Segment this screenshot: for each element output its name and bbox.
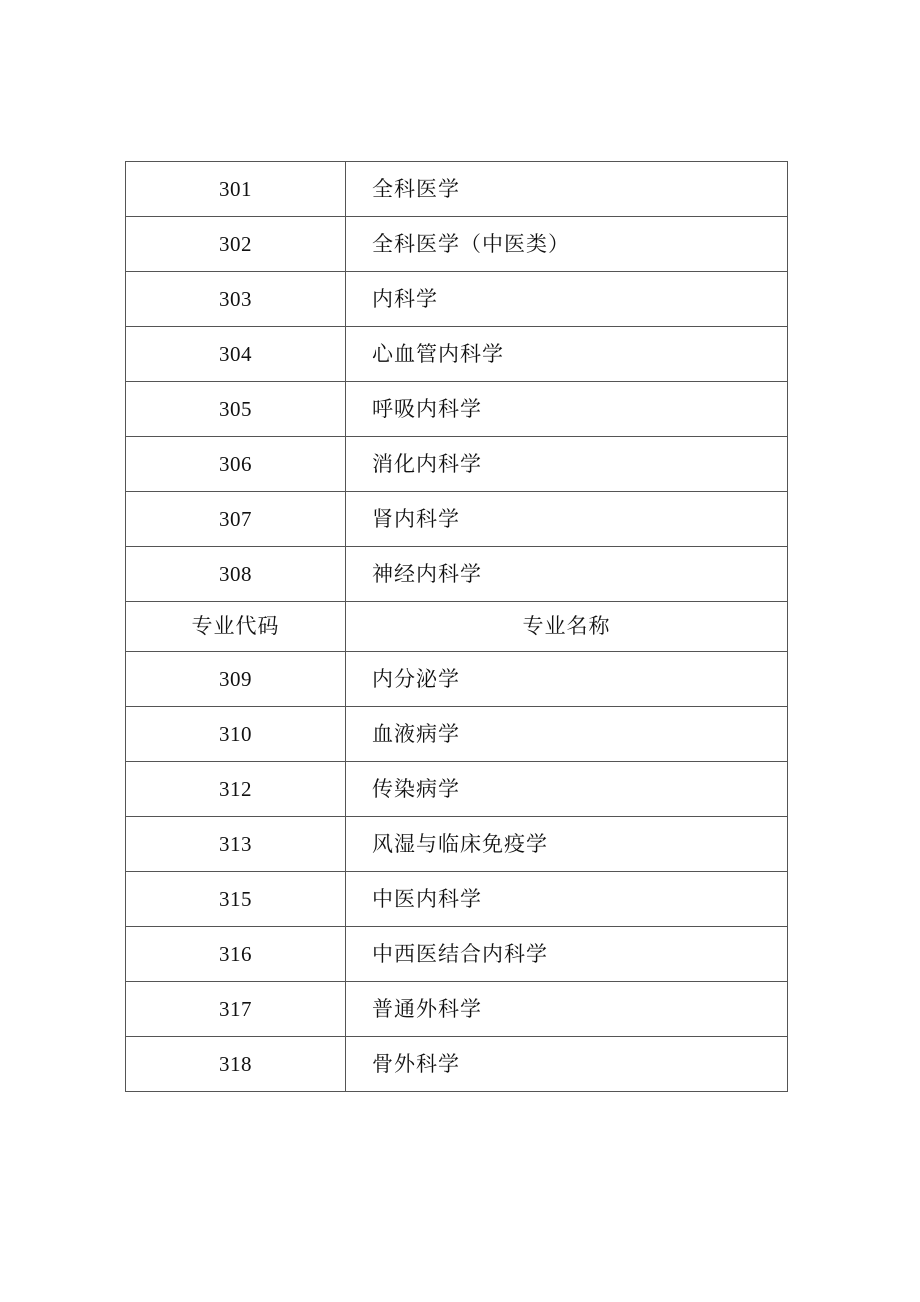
table-row	[126, 492, 788, 547]
table-row	[126, 982, 788, 1037]
specialty-name: 呼吸内科学	[346, 382, 788, 437]
specialty-code: 315	[126, 872, 346, 927]
specialty-code: 312	[126, 762, 346, 817]
table-row	[126, 162, 788, 217]
header-code: 专业代码	[126, 602, 346, 652]
specialty-name: 内分泌学	[346, 652, 788, 707]
specialty-name: 消化内科学	[346, 437, 788, 492]
specialty-code: 313	[126, 817, 346, 872]
specialty-name: 中医内科学	[346, 872, 788, 927]
specialty-code: 306	[126, 437, 346, 492]
specialty-code: 317	[126, 982, 346, 1037]
specialty-code: 307	[126, 492, 346, 547]
specialty-name: 内科学	[346, 272, 788, 327]
table-row	[126, 652, 788, 707]
specialty-code: 304	[126, 327, 346, 382]
specialty-code: 318	[126, 1037, 346, 1092]
specialty-code: 301	[126, 162, 346, 217]
specialty-name: 全科医学	[346, 162, 788, 217]
specialty-table	[125, 161, 788, 1092]
specialty-name: 传染病学	[346, 762, 788, 817]
specialty-code: 303	[126, 272, 346, 327]
table-row	[126, 382, 788, 437]
specialty-name: 血液病学	[346, 707, 788, 762]
table-header-row	[126, 602, 788, 652]
table-row	[126, 707, 788, 762]
specialty-name: 普通外科学	[346, 982, 788, 1037]
table-row	[126, 547, 788, 602]
specialty-name: 中西医结合内科学	[346, 927, 788, 982]
specialty-code: 308	[126, 547, 346, 602]
specialty-code: 309	[126, 652, 346, 707]
specialty-code: 310	[126, 707, 346, 762]
table-row	[126, 437, 788, 492]
table-row	[126, 817, 788, 872]
specialty-code: 316	[126, 927, 346, 982]
table-row	[126, 327, 788, 382]
specialty-name: 骨外科学	[346, 1037, 788, 1092]
table-row	[126, 272, 788, 327]
specialty-name: 肾内科学	[346, 492, 788, 547]
table-row	[126, 872, 788, 927]
specialty-name: 心血管内科学	[346, 327, 788, 382]
table-row	[126, 762, 788, 817]
specialty-name: 风湿与临床免疫学	[346, 817, 788, 872]
table-row	[126, 1037, 788, 1092]
specialty-name: 全科医学（中医类）	[346, 217, 788, 272]
specialty-code: 305	[126, 382, 346, 437]
table-row	[126, 217, 788, 272]
specialty-name: 神经内科学	[346, 547, 788, 602]
header-name: 专业名称	[346, 602, 788, 652]
specialty-code: 302	[126, 217, 346, 272]
table-row	[126, 927, 788, 982]
